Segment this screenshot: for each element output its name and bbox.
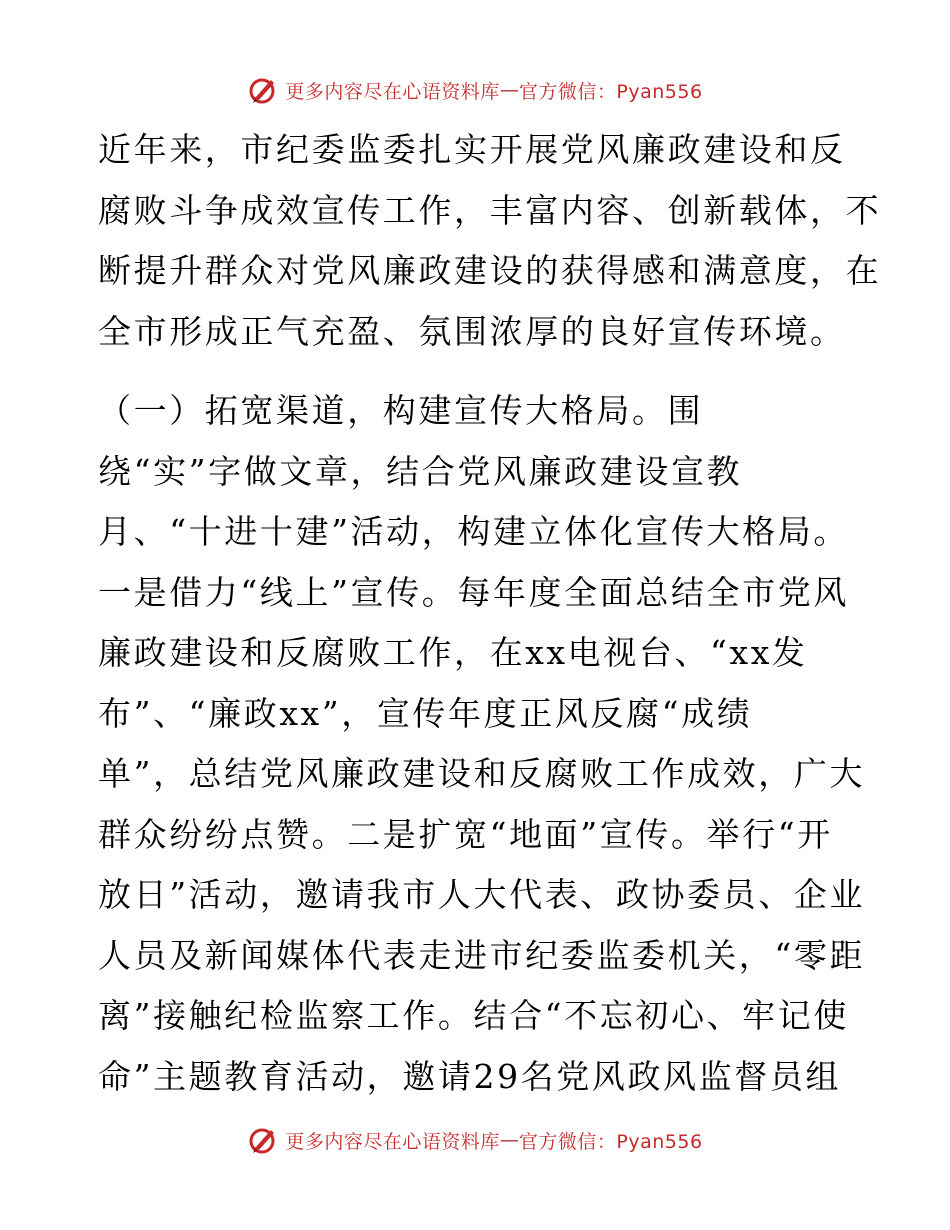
text-line: 放日”活动，邀请我市人大代表、政协委员、企业 [98,875,866,914]
banner-text: 更多内容尽在心语资料库 [285,1130,500,1153]
paragraph-2 [98,381,866,1107]
text-line: 断提升群众对党风廉政建设的获得感和满意度，在 [98,251,882,290]
banner-text: 更多内容尽在心语资料库 [285,80,500,103]
header-banner [0,70,950,110]
banner-separator: — [499,79,519,101]
text-line: 廉政建设和反腐败工作，在xx电视台、“xx发 [98,633,808,672]
document-body [98,120,882,1107]
footer-banner [0,1120,950,1160]
banner-separator: — [499,1129,519,1151]
text-line: 月、“十进十建”活动，构建立体化宣传大格局。 [98,512,849,551]
brush-pen-logo-icon [247,1124,279,1156]
banner-wechat: 官方微信：Pyan556 [518,1130,703,1153]
text-line: 绕“实”字做文章，结合党风廉政建设宣教 [98,451,743,491]
text-line: 全市形成正气充盈、氛围浓厚的良好宣传环境。 [98,311,846,351]
text-line: 群众纷纷点赞。二是扩宽“地面”宣传。举行“开 [98,814,833,854]
brush-pen-logo-icon [247,74,279,106]
text-line: 布”、“廉政xx”，宣传年度正风反腐“成绩 [98,693,753,733]
text-line: 腐败斗争成效宣传工作，丰富内容、创新载体，不 [98,190,882,230]
paragraph-1 [98,120,882,362]
text-line: 人员及新闻媒体代表走进市纪委监委机关，“零距 [98,935,866,975]
text-line: 单”，总结党风廉政建设和反腐败工作成效，广大 [98,754,866,793]
banner-wechat: 官方微信：Pyan556 [518,80,703,103]
text-line: 近年来，市纪委监委扎实开展党风廉政建设和反 [98,130,846,169]
text-line: 离”接触纪检监察工作。结合“不忘初心、牢记使 [98,996,849,1035]
text-line: 一是借力“线上”宣传。每年度全面总结全市党风 [98,572,849,612]
text-line: 命”主题教育活动，邀请29名党风政风监督员组 [98,1056,842,1096]
text-line: （一）拓宽渠道，构建宣传大格局。围 [98,391,704,430]
